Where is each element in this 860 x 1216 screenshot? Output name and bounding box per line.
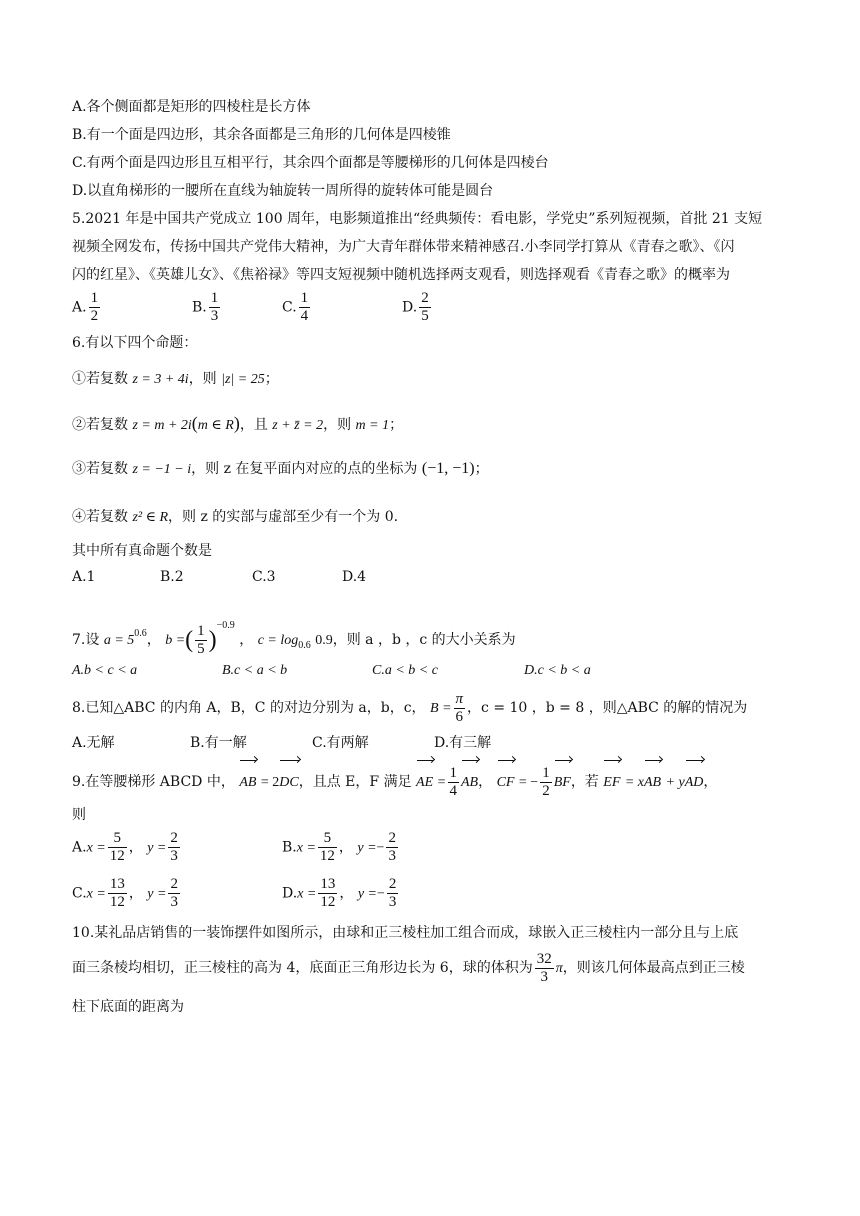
q6-stem: 6.有以下四个命题：	[72, 335, 198, 351]
math-expr: B =	[430, 701, 452, 716]
math-expr: c = log	[257, 633, 299, 648]
option-label: C.	[72, 885, 87, 902]
q9-option-c: C.x = $\frac{13}{12}$ ， y = $\frac{2}{3}$	[72, 876, 178, 910]
text: ，则 z 在复平面内对应的点的坐标为	[191, 461, 418, 477]
vector-ab: AB	[644, 758, 661, 805]
q5-option-a	[72, 290, 102, 325]
fraction-denominator: 3	[210, 308, 219, 324]
fraction	[419, 290, 431, 325]
q9-option-b: B.x = $\frac{5}{12}$ ， y =− $\frac{2}{3}$	[282, 830, 396, 864]
math-expr: = −	[518, 775, 539, 790]
fraction	[540, 765, 552, 800]
q7-option-d: D.c < b < a	[524, 663, 591, 678]
fraction	[386, 830, 398, 865]
q10-line-1: 10.某礼品店销售的一装饰摆件如图所示，由球和正三棱柱加工组合而成，球嵌入正三棱柱内一部分且与上底	[72, 925, 739, 941]
fraction-denominator: 12	[109, 894, 125, 910]
q6-summary: 其中所有真命题个数是	[72, 543, 212, 559]
q9-stem: 9.在等腰梯形 ABCD 中， AB = 2DC，且点 E，F 满足 AE = $\frac{1}{4}$ AB， CF = − $\frac{1}{2}$ BF，若 EF = xAB + yAD，	[72, 758, 717, 802]
q6-proposition-1	[72, 370, 279, 389]
vector-ad: AD	[685, 758, 704, 805]
fraction-numerator: 5	[318, 830, 337, 848]
fraction	[387, 876, 399, 911]
q6-option-a: A.1	[72, 569, 96, 585]
q8-stem	[72, 686, 747, 730]
math-expr: m = 1	[355, 418, 390, 433]
fraction-numerator: 1	[449, 764, 457, 781]
q5-option-d	[402, 290, 433, 325]
q7-option-a: A.b < c < a	[72, 663, 138, 678]
fraction-numerator: 1	[90, 290, 99, 306]
text: ，若	[570, 774, 599, 790]
q8-option-d: D.有三解	[434, 735, 492, 751]
math-expr: z = m + 2i	[132, 418, 192, 433]
q5-line-3: 闪的红星》、《英雄儿女》、《焦裕禄》等四支短视频中随机选择两支观看，则选择观看《青春之歌》的概率为	[72, 267, 730, 283]
text: ，且点 E，F 满足	[298, 774, 412, 790]
fraction-denominator: 12	[320, 894, 336, 910]
math-expr: = 2	[260, 775, 280, 790]
fraction	[209, 290, 221, 325]
text: ①若复数	[72, 371, 128, 387]
fraction-denominator: 4	[300, 308, 309, 324]
fraction	[318, 830, 337, 865]
text: 8.已知△ABC 的内角 A，B，C 的对边分别为 a，b，c，	[72, 700, 426, 716]
math-expr: z² ∈ R	[132, 510, 169, 525]
text: ，c = 10 ，b = 8 ，则△ABC 的解的情况为	[467, 700, 748, 716]
q4-option-c: C.有两个面是四边形且互相平行，其余四个面都是等腰梯形的几何体是四棱台	[72, 155, 549, 171]
q5-line-1: 5.2021 年是中国共产党成立 100 周年，电影频道推出“经典频传：看电影，学党史”系列短视频，首批 21 支短	[72, 211, 763, 227]
math-expr: z + z̄ = 2	[272, 418, 324, 433]
fraction-denominator: 5	[197, 640, 205, 657]
q6-proposition-3	[72, 460, 489, 479]
fraction	[108, 830, 127, 865]
q5-option-c	[282, 290, 312, 325]
math-expr: b =	[165, 633, 186, 648]
fraction-denominator: 5	[421, 308, 429, 324]
fraction-denominator: 3	[170, 894, 178, 910]
fraction-denominator: 3	[388, 848, 396, 864]
q5-option-b	[192, 290, 222, 325]
q10-line-3: 柱下底面的距离为	[72, 999, 184, 1015]
text: ，且	[239, 417, 268, 433]
math-expr: m ∈ R	[197, 418, 234, 433]
q10-line-2	[72, 946, 745, 990]
q6-option-c: C.3	[252, 569, 276, 585]
fraction	[299, 290, 311, 325]
text: ；	[474, 461, 489, 477]
q8-option-c: C.有两解	[312, 735, 369, 751]
fraction-numerator: 13	[320, 876, 336, 892]
math-expr: =	[437, 775, 446, 790]
option-label: B.	[282, 839, 297, 856]
math-expr: (−1, −1)	[421, 460, 475, 477]
text: 9.在等腰梯形 ABCD 中，	[72, 774, 235, 790]
option-label: A.	[72, 839, 87, 856]
option-label: A.	[72, 299, 87, 316]
vector-cf: CF	[497, 758, 515, 805]
fraction-denominator: 6	[455, 708, 464, 725]
vector-ab: AB	[239, 758, 256, 805]
fraction-numerator: 1	[300, 290, 309, 306]
q6-option-b: B.2	[160, 569, 184, 585]
q4-option-a: A.各个侧面都是矩形的四棱柱是长方体	[72, 99, 311, 115]
math-expr: + y	[665, 775, 685, 790]
fraction-numerator: 2	[421, 290, 429, 306]
q5-line-2: 视频全网发布，传扬中国共产党伟大精神，为广大青年群体带来精神感召.小李同学打算从《青春之歌》、《闪	[72, 239, 735, 255]
text: ；	[264, 371, 279, 387]
fraction-numerator: π	[455, 690, 464, 707]
fraction	[168, 830, 180, 865]
fraction-denominator: 3	[170, 848, 178, 864]
q8-option-b: B.有一解	[190, 735, 247, 751]
fraction-numerator: 1	[542, 764, 550, 781]
q8-option-a: A.无解	[72, 735, 115, 751]
q7-stem: 7.设 $a = 5^{0.6}$， b =( $\frac{1}{5}$ )$^{-0.9}$ ， $c = \log_{0.6} 0.9$，则 a ，b ，c 的大小关系为	[72, 620, 516, 657]
text: ，则	[188, 371, 217, 387]
exponent: −0.9	[216, 620, 235, 631]
text: ③若复数	[72, 461, 128, 477]
option-label: B.	[192, 299, 207, 316]
fraction-denominator: 12	[319, 848, 335, 864]
option-label: C.	[282, 299, 297, 316]
vector-dc: DC	[279, 758, 298, 805]
math-expr: |z| = 25	[221, 372, 265, 387]
q4-option-d: D.以直角梯形的一腰所在直线为轴旋转一周所得的旋转体可能是圆台	[72, 183, 494, 199]
fraction	[168, 876, 180, 911]
fraction-numerator: 13	[109, 876, 125, 892]
fraction-numerator: 2	[388, 830, 396, 846]
fraction-numerator: 1	[210, 290, 219, 306]
q9-option-a: A.x = $\frac{5}{12}$ ， y = $\frac{2}{3}$	[72, 830, 178, 864]
fraction-numerator: 2	[170, 830, 178, 846]
vector-ae: AE	[416, 758, 433, 805]
fraction	[535, 951, 554, 986]
math-expr: a = 5	[103, 633, 135, 648]
text: ④若复数	[72, 509, 128, 525]
q7-option-c: C.a < b < c	[372, 663, 438, 678]
text: 7.设	[72, 632, 100, 648]
fraction	[89, 290, 101, 325]
fraction	[195, 623, 207, 658]
q6-option-d: D.4	[342, 569, 367, 585]
fraction-numerator: 1	[197, 622, 205, 639]
fraction	[108, 876, 127, 911]
fraction-denominator: 2	[90, 308, 99, 324]
fraction	[448, 765, 460, 800]
option-label: D.	[402, 299, 418, 316]
text: ，则 a ，b ，c 的大小关系为	[332, 632, 516, 648]
math-expr: 0.9	[315, 633, 333, 648]
fraction-numerator: 5	[108, 830, 127, 848]
text: ，则 z 的实部与虚部至少有一个为 0.	[168, 509, 399, 525]
log-base: 0.6	[298, 639, 311, 651]
fraction-denominator: 2	[542, 782, 550, 799]
math-expr: = x	[624, 775, 644, 790]
vector-ef: EF	[603, 758, 620, 805]
fraction	[454, 691, 466, 726]
fraction-denominator: 3	[540, 968, 548, 985]
math-expr: z = 3 + 4i	[132, 372, 189, 387]
q9-then: 则	[72, 807, 86, 823]
fraction	[318, 876, 337, 911]
math-expr: z = −1 − i	[132, 462, 192, 477]
text: ；	[389, 417, 404, 433]
text: 面三条棱均相切，正三棱柱的高为 4，底面正三角形边长为 6，球的体积为	[72, 960, 533, 976]
option-label: D.	[282, 885, 298, 902]
fraction-numerator: 2	[388, 876, 397, 892]
text: ②若复数	[72, 417, 128, 433]
math-expr: π	[555, 961, 563, 976]
vector-ab: AB	[461, 758, 478, 805]
q6-proposition-4	[72, 508, 398, 527]
fraction-numerator: 2	[170, 876, 178, 892]
text: ，则	[323, 417, 352, 433]
q6-proposition-2: ②若复数 z = m + 2i(m ∈ R)，且 z + z̄ = 2，则 m = 1；	[72, 413, 404, 433]
fraction-numerator: 32	[536, 950, 552, 967]
fraction-denominator: 12	[109, 848, 125, 864]
exponent: 0.6	[134, 628, 147, 639]
fraction-denominator: 4	[449, 782, 457, 799]
q9-option-d: D.x = $\frac{13}{12}$ ， y =− $\frac{2}{3}$	[282, 876, 397, 910]
q7-option-b: B.c < a < b	[222, 663, 288, 678]
sign: −	[376, 886, 385, 902]
fraction-denominator: 3	[388, 894, 397, 910]
text: ，则该几何体最高点到正三棱	[562, 960, 745, 976]
sign: −	[376, 840, 385, 856]
vector-bf: BF	[554, 758, 571, 805]
q4-option-b: B.有一个面是四边形，其余各面都是三角形的几何体是四棱锥	[72, 127, 451, 143]
